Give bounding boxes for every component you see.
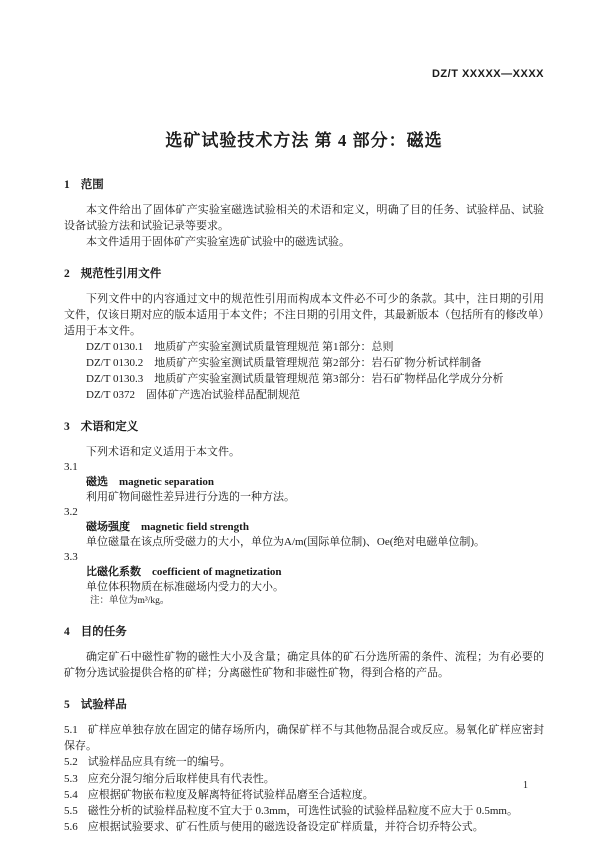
clause-item bbox=[64, 787, 544, 803]
section-1-heading bbox=[64, 178, 544, 193]
reference-item: DZ/T 0130.1 地质矿产实验室测试质量管理规范 第1部分：总则 bbox=[86, 341, 394, 353]
section-1-number: 1 bbox=[64, 179, 70, 191]
clause-number: 5.2 bbox=[64, 756, 78, 769]
doc-code: DZ/T XXXXX—XXXX bbox=[431, 68, 544, 80]
term-entry bbox=[64, 550, 544, 608]
clause-text: 应根据矿物嵌布粒度及解离特征将试验样品磨至合适粒度。 bbox=[87, 788, 374, 801]
section-1-title: 范围 bbox=[80, 179, 104, 191]
section-2-heading bbox=[64, 267, 544, 282]
term-name: 磁场强度 magnetic field strength bbox=[86, 521, 249, 533]
section-3-heading bbox=[64, 420, 544, 435]
section-4-number: 4 bbox=[64, 626, 70, 638]
clause-number: 5.1 bbox=[64, 724, 78, 736]
clause-item bbox=[64, 754, 544, 770]
clause-text: 磁性分析的试验样品粒度不宜大于 0.3mm，可选性试验的试验样品粒度不应大于 0.5mm。 bbox=[87, 805, 518, 818]
reference-item: DZ/T 0130.2 地质矿产实验室测试质量管理规范 第2部分：岩石矿物分析试样制备 bbox=[86, 357, 482, 369]
section-1-paragraph: 本文件适用于固体矿产实验室选矿试验中的磁选试验。 bbox=[86, 236, 350, 248]
clause-number: 5.5 bbox=[64, 805, 78, 818]
clause-item bbox=[64, 803, 544, 819]
clause-text: 应根据试验要求、矿石性质与使用的磁选设备设定矿样质量，并符合切乔特公式。 bbox=[87, 821, 484, 834]
term-entry bbox=[64, 505, 544, 550]
term-note: 注：单位为m³/kg。 bbox=[90, 596, 170, 606]
reference-item: DZ/T 0372 固体矿产选冶试验样品配制规范 bbox=[86, 389, 300, 401]
section-1-paragraph: 本文件给出了固体矿产实验室磁选试验相关的术语和定义，明确了目的任务、试验样品、试验设备试验方法和试验记录等要求。 bbox=[64, 204, 544, 232]
clause-item bbox=[64, 819, 544, 835]
term-definition: 利用矿物间磁性差异进行分选的一种方法。 bbox=[86, 491, 295, 503]
section-5-heading bbox=[64, 698, 544, 713]
section-2-paragraph: 下列文件中的内容通过文中的规范性引用而构成本文件必不可少的条款。其中，注日期的引用文件，仅该日期对应的版本适用于本文件；不注日期的引用文件，其最新版本（包括所有的修改单）适用于本文件。 bbox=[64, 293, 544, 337]
reference-item: DZ/T 0130.3 地质矿产实验室测试质量管理规范 第3部分：岩石矿物样品化学成分分析 bbox=[86, 373, 504, 385]
clause-text: 应充分混匀缩分后取样使具有代表性。 bbox=[87, 772, 275, 785]
section-5-number: 5 bbox=[64, 699, 70, 711]
section-3-title: 术语和定义 bbox=[80, 421, 139, 433]
clause-item bbox=[64, 722, 544, 754]
term-name: 比磁化系数 coefficient of magnetization bbox=[86, 566, 282, 578]
section-4-paragraph: 确定矿石中磁性矿物的磁性大小及含量；确定具体的矿石分选所需的条件、流程；为有必要的矿物分选试验提供合格的矿样；分离磁性矿物和非磁性矿物，得到合格的产品。 bbox=[64, 651, 544, 679]
term-number: 3.3 bbox=[64, 551, 78, 563]
term-number: 3.2 bbox=[64, 506, 78, 518]
section-4-title: 目的任务 bbox=[80, 626, 127, 638]
section-4-heading bbox=[64, 625, 544, 640]
term-definition: 单位体积物质在标准磁场内受力的大小。 bbox=[86, 581, 284, 593]
clause-item bbox=[64, 771, 544, 787]
term-entry bbox=[64, 460, 544, 505]
clause-text: 试验样品应具有统一的编号。 bbox=[87, 756, 231, 769]
term-number: 3.1 bbox=[64, 461, 78, 473]
page-title: 选矿试验技术方法 第 4 部分：磁选 bbox=[165, 131, 443, 150]
clause-text: 矿样应单独存放在固定的储存场所内，确保矿样不与其他物品混合或反应。易氧化矿样应密封保存。 bbox=[64, 724, 544, 753]
clause-number: 5.6 bbox=[64, 821, 78, 834]
clause-number: 5.3 bbox=[64, 772, 78, 785]
section-3-intro: 下列术语和定义适用于本文件。 bbox=[86, 446, 240, 458]
clause-number: 5.4 bbox=[64, 788, 78, 801]
term-name: 磁选 magnetic separation bbox=[86, 476, 215, 488]
section-2-number: 2 bbox=[64, 268, 70, 280]
section-5-title: 试验样品 bbox=[80, 699, 127, 711]
page-number: 1 bbox=[523, 780, 528, 791]
section-2-title: 规范性引用文件 bbox=[80, 268, 162, 280]
term-definition: 单位磁量在该点所受磁力的大小，单位为A/m(国际单位制)、Oe(绝对电磁单位制)。 bbox=[86, 536, 486, 548]
section-3-number: 3 bbox=[64, 421, 70, 433]
